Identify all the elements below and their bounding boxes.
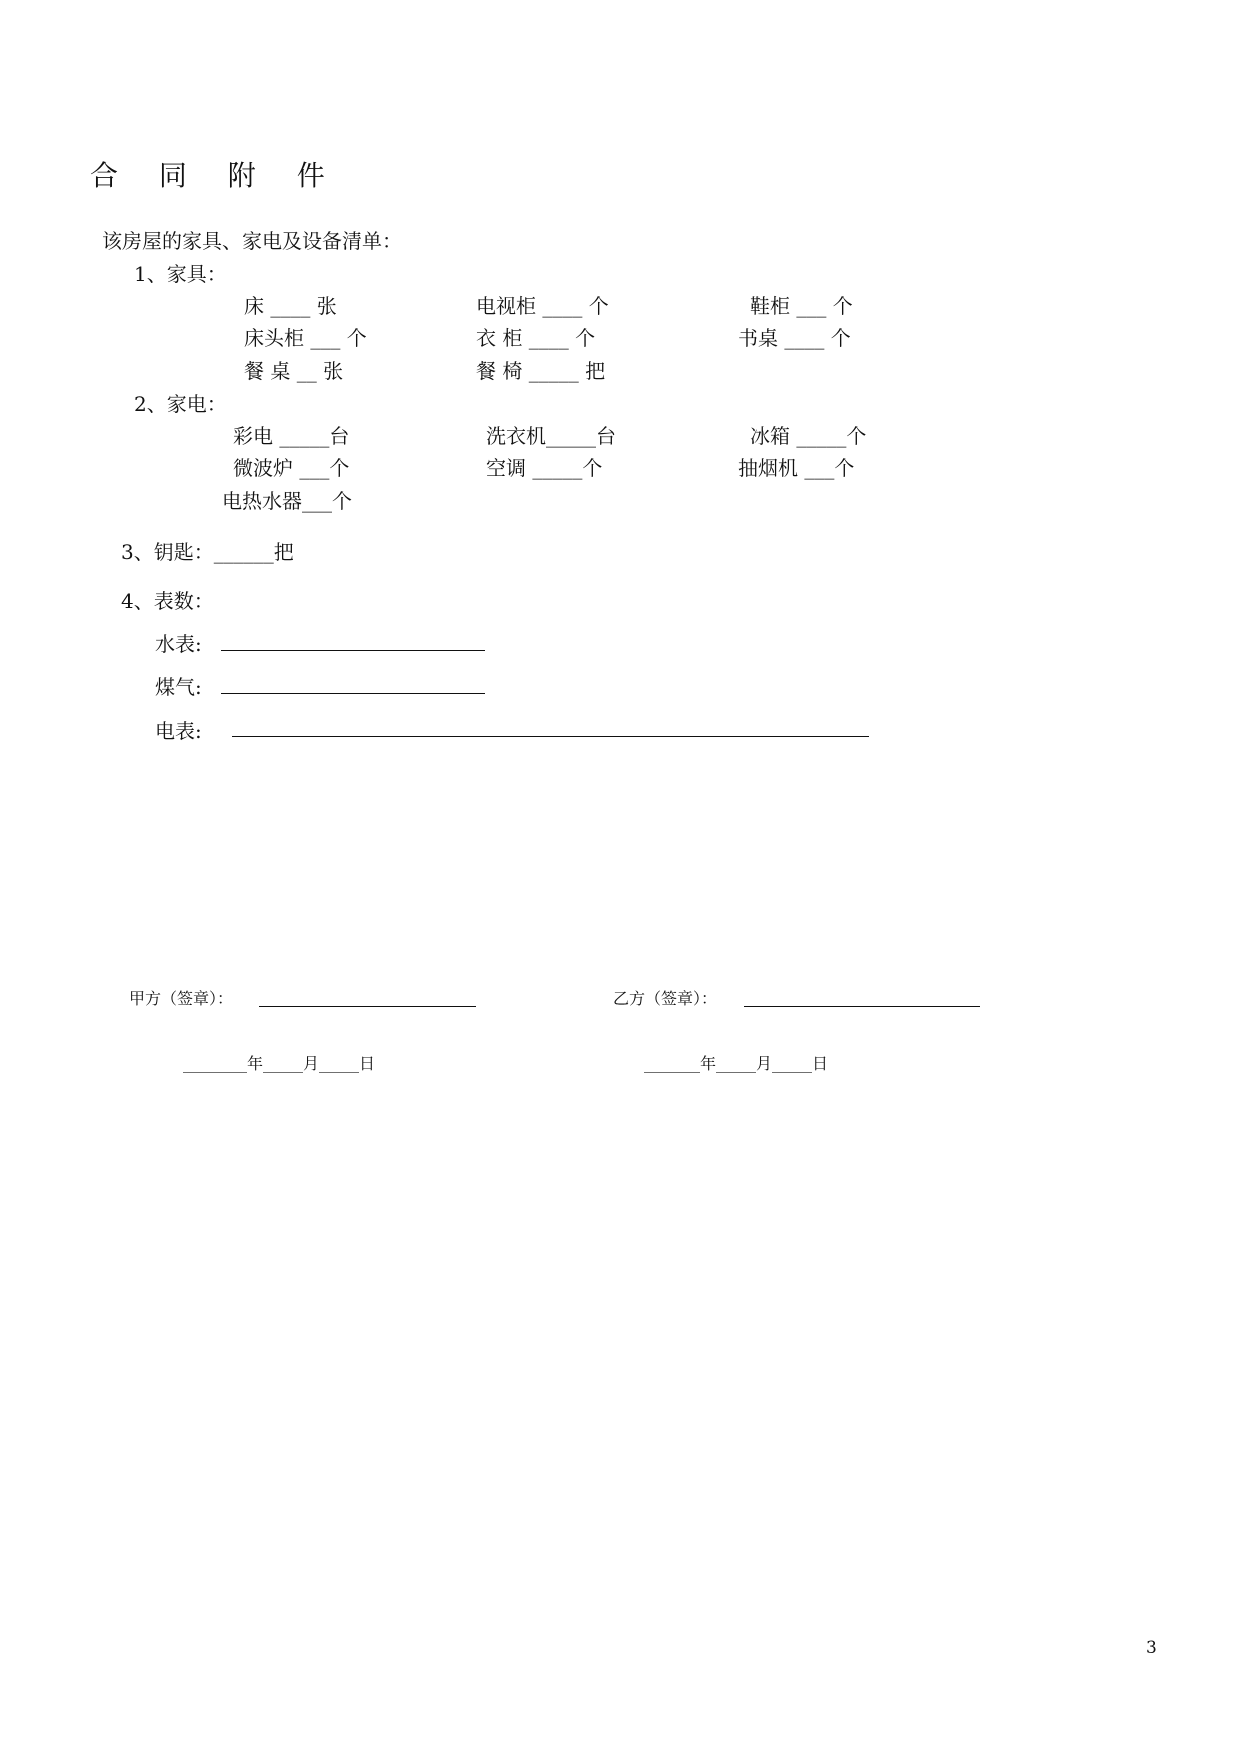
appliance-washer: 洗衣机_____台 [486,424,616,448]
electric-meter-label: 电表: [155,719,202,743]
appliance-water-heater: 电热水器___个 [222,489,352,513]
party-a-signature-label: 甲方（签章）： [129,989,234,1008]
page-title: 合 同 附 件 [90,159,341,192]
appliance-microwave: 微波炉 ___个 [233,456,350,480]
appliance-fridge: 冰箱 _____个 [750,424,867,448]
appliance-range-hood: 抽烟机 ___个 [738,456,855,480]
furniture-desk: 书桌 ____ 个 [738,326,851,350]
appliances-heading: 2、家电： [134,392,227,416]
keys-line: 3、钥匙：______把 [121,540,294,564]
gas-meter-field[interactable] [221,693,485,694]
party-a-signature-field[interactable] [259,1006,476,1007]
intro-text: 该房屋的家具、家电及设备清单： [102,229,402,253]
water-meter-field[interactable] [221,650,485,651]
furniture-dining-table: 餐 桌 __ 张 [244,359,344,383]
furniture-dining-chair: 餐 椅 _____ 把 [476,359,606,383]
page-number: 3 [1146,1638,1157,1658]
party-a-date: ________年_____月_____日 [183,1054,376,1073]
furniture-shoe-cabinet: 鞋柜 ___ 个 [750,294,853,318]
party-b-signature-field[interactable] [744,1006,980,1007]
water-meter-label: 水表: [155,632,202,656]
furniture-bed: 床 ____ 张 [244,294,337,318]
appliance-tv: 彩电 _____台 [233,424,350,448]
furniture-heading: 1、家具： [134,262,227,286]
furniture-wardrobe: 衣 柜 ____ 个 [476,326,596,350]
electric-meter-field[interactable] [232,736,869,737]
furniture-nightstand: 床头柜 ___ 个 [244,326,367,350]
appliance-ac: 空调 _____个 [486,456,603,480]
party-b-signature-label: 乙方（签章）： [613,989,718,1008]
furniture-tv-cabinet: 电视柜 ____ 个 [476,294,609,318]
party-b-date: _______年_____月_____日 [644,1054,829,1073]
gas-meter-label: 煤气: [155,675,202,699]
meters-heading: 4、表数： [121,589,214,613]
